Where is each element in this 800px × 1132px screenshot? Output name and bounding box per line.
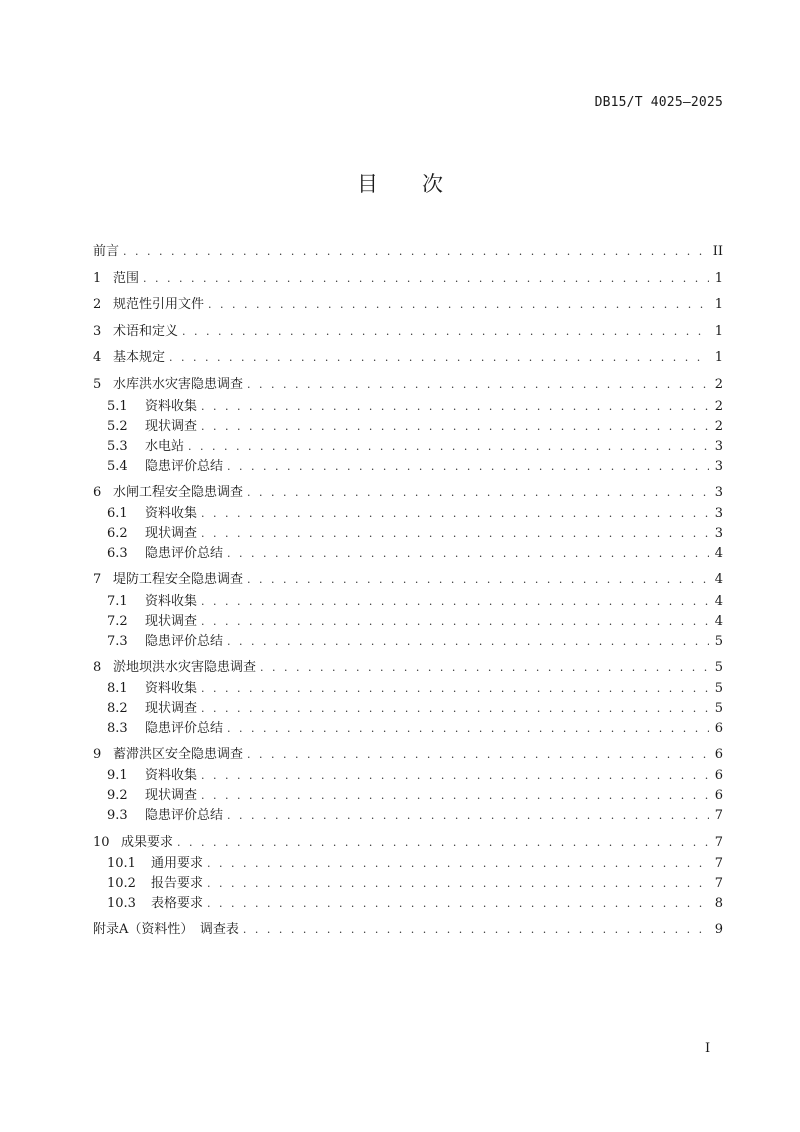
toc-entry-9-1[interactable] <box>107 767 723 785</box>
toc-entry-6-2[interactable] <box>107 525 723 543</box>
toc-entry-label: 堤防工程安全隐患调查 <box>113 572 244 587</box>
toc-entry-7-2[interactable] <box>107 613 723 631</box>
toc-leader <box>201 505 709 523</box>
toc-entry-number: 4 <box>93 350 102 365</box>
toc-entry-label: 资料收集 <box>145 768 198 783</box>
toc-entry-page: 7 <box>714 876 723 891</box>
toc-entry-label: 附录A（资料性） 调查表 <box>93 922 239 937</box>
toc-entry-page: 5 <box>714 681 723 696</box>
toc-leader <box>247 571 709 589</box>
toc-entry-6-1[interactable] <box>107 505 723 523</box>
toc-entry-label: 隐患评价总结 <box>145 634 224 649</box>
toc-entry-label: 水库洪水灾害隐患调查 <box>113 377 244 392</box>
toc-entry-page: 5 <box>714 660 723 675</box>
toc-entry-page: 4 <box>714 572 723 587</box>
toc-entry-10-2[interactable] <box>107 875 723 893</box>
toc-entry-number: 7.2 <box>107 614 128 629</box>
toc-entry-number: 8.3 <box>107 721 128 736</box>
toc-leader <box>182 323 709 341</box>
toc-entry-number: 5.2 <box>107 419 128 434</box>
toc-leader <box>227 458 709 476</box>
toc-leader <box>247 746 709 764</box>
toc-leader <box>247 484 709 502</box>
page-number: I <box>705 1041 711 1056</box>
toc-entry-6[interactable] <box>93 484 723 502</box>
toc-entry-label: 隐患评价总结 <box>145 721 224 736</box>
toc-leader <box>201 700 709 718</box>
toc-leader <box>227 720 709 738</box>
toc-entry-label: 术语和定义 <box>113 324 179 339</box>
toc-entry-label: 隐患评价总结 <box>145 459 224 474</box>
toc-leader <box>247 376 709 394</box>
toc-entry-page: 8 <box>714 896 723 911</box>
toc-entry-page: 9 <box>714 922 723 937</box>
toc-entry-page: 3 <box>714 459 723 474</box>
toc-entry-page: 6 <box>714 747 723 762</box>
toc-leader <box>227 807 709 825</box>
toc-entry-number: 9 <box>93 747 102 762</box>
toc-entry-label: 现状调查 <box>145 788 198 803</box>
document-code: DB15/T 4025—2025 <box>594 95 723 110</box>
toc-entry-label: 规范性引用文件 <box>113 297 205 312</box>
toc-entry-number: 10.2 <box>107 876 136 891</box>
toc-entry-page: 1 <box>714 297 723 312</box>
toc-entry-number: 10.1 <box>107 856 136 871</box>
toc-entry-8-3[interactable] <box>107 720 723 738</box>
toc-entry-label: 蓄滞洪区安全隐患调查 <box>113 747 244 762</box>
toc-entry-page: 7 <box>714 856 723 871</box>
toc-entry-page: 5 <box>714 701 723 716</box>
toc-entry-page: 6 <box>714 721 723 736</box>
toc-entry-page: 7 <box>714 835 723 850</box>
toc-entry-7-1[interactable] <box>107 593 723 611</box>
toc-entry-label: 基本规定 <box>113 350 166 365</box>
toc-entry-page: II <box>712 244 723 259</box>
toc-entry-5-3[interactable] <box>107 438 723 456</box>
toc-leader <box>201 787 709 805</box>
toc-leader <box>188 438 709 456</box>
toc-entry-10-1[interactable] <box>107 855 723 873</box>
toc-entry-5-4[interactable] <box>107 458 723 476</box>
toc-entry-number: 6.1 <box>107 506 128 521</box>
toc-entry-number: 6 <box>93 485 102 500</box>
toc-entry-page: 3 <box>714 526 723 541</box>
toc-entry-3[interactable] <box>93 323 723 341</box>
toc-leader <box>227 633 709 651</box>
toc-entry-number: 10.3 <box>107 896 136 911</box>
toc-entry-1[interactable] <box>93 270 723 288</box>
toc-leader <box>177 834 709 852</box>
toc-entry-page: 6 <box>714 788 723 803</box>
toc-leader <box>201 613 709 631</box>
toc-entry-7[interactable] <box>93 571 723 589</box>
toc-entry-page: 3 <box>714 506 723 521</box>
toc-entry-page: 6 <box>714 768 723 783</box>
toc-entry-page: 2 <box>714 399 723 414</box>
toc-leader <box>207 895 709 913</box>
toc-entry-label: 现状调查 <box>145 526 198 541</box>
toc-entry-number: 7.1 <box>107 594 128 609</box>
toc-entry-5[interactable] <box>93 376 723 394</box>
toc-leader <box>207 855 709 873</box>
toc-entry-8[interactable] <box>93 659 723 677</box>
toc-entry-page: 4 <box>714 546 723 561</box>
toc-entry-6-3[interactable] <box>107 545 723 563</box>
toc-entry-5-1[interactable] <box>107 398 723 416</box>
toc-leader <box>207 875 709 893</box>
toc-entry-foreword[interactable] <box>93 243 723 261</box>
toc-entry-label: 资料收集 <box>145 681 198 696</box>
toc-entry-label: 表格要求 <box>151 896 204 911</box>
toc-entry-label: 淤地坝洪水灾害隐患调查 <box>113 660 257 675</box>
toc-entry-10[interactable] <box>93 834 723 852</box>
toc-leader <box>243 921 709 939</box>
toc-entry-label: 隐患评价总结 <box>145 808 224 823</box>
toc-entry-page: 4 <box>714 594 723 609</box>
toc-entry-label: 水闸工程安全隐患调查 <box>113 485 244 500</box>
toc-leader <box>201 398 709 416</box>
toc-entry-number: 8 <box>93 660 102 675</box>
toc-entry-number: 5 <box>93 377 102 392</box>
toc-leader <box>208 296 709 314</box>
toc-entry-number: 10 <box>93 835 110 850</box>
toc-entry-page: 2 <box>714 377 723 392</box>
toc-entry-page: 7 <box>714 808 723 823</box>
toc-entry-number: 9.2 <box>107 788 128 803</box>
toc-entry-label: 通用要求 <box>151 856 204 871</box>
toc-entry-7-3[interactable] <box>107 633 723 651</box>
toc-entry-8-1[interactable] <box>107 680 723 698</box>
toc-entry-number: 6.3 <box>107 546 128 561</box>
toc-entry-page: 1 <box>714 271 723 286</box>
toc-entry-label: 报告要求 <box>151 876 204 891</box>
toc-entry-number: 8.1 <box>107 681 128 696</box>
toc-entry-number: 2 <box>93 297 102 312</box>
toc-entry-label: 资料收集 <box>145 399 198 414</box>
toc-entry-4[interactable] <box>93 349 723 367</box>
title-char-1: 目 <box>357 172 378 196</box>
toc-entry-page: 1 <box>714 350 723 365</box>
table-of-contents <box>93 0 723 1132</box>
title-char-2: 次 <box>422 172 443 196</box>
toc-entry-label: 范围 <box>113 271 140 286</box>
toc-entry-page: 2 <box>714 419 723 434</box>
toc-entry-9-2[interactable] <box>107 787 723 805</box>
toc-entry-5-2[interactable] <box>107 418 723 436</box>
toc-entry-2[interactable] <box>93 296 723 314</box>
toc-entry-appendix-a[interactable] <box>93 921 723 939</box>
toc-entry-page: 5 <box>714 634 723 649</box>
toc-entry-9[interactable] <box>93 746 723 764</box>
toc-entry-8-2[interactable] <box>107 700 723 718</box>
toc-entry-label: 前言 <box>93 244 120 259</box>
toc-entry-number: 7 <box>93 572 102 587</box>
toc-entry-label: 资料收集 <box>145 506 198 521</box>
toc-leader <box>201 593 709 611</box>
toc-leader <box>227 545 709 563</box>
toc-entry-number: 8.2 <box>107 701 128 716</box>
toc-entry-label: 成果要求 <box>121 835 174 850</box>
toc-entry-label: 现状调查 <box>145 701 198 716</box>
toc-leader <box>143 270 709 288</box>
toc-leader <box>169 349 709 367</box>
toc-entry-page: 4 <box>714 614 723 629</box>
toc-entry-page: 3 <box>714 485 723 500</box>
toc-entry-number: 5.4 <box>107 459 128 474</box>
toc-entry-10-3[interactable] <box>107 895 723 913</box>
toc-entry-label: 隐患评价总结 <box>145 546 224 561</box>
toc-entry-number: 1 <box>93 271 102 286</box>
toc-entry-number: 5.1 <box>107 399 128 414</box>
toc-leader <box>201 525 709 543</box>
toc-leader <box>123 243 709 261</box>
toc-entry-page: 1 <box>714 324 723 339</box>
toc-entry-label: 现状调查 <box>145 419 198 434</box>
toc-entry-label: 水电站 <box>145 439 185 454</box>
toc-entry-number: 6.2 <box>107 526 128 541</box>
toc-entry-label: 现状调查 <box>145 614 198 629</box>
toc-leader <box>201 418 709 436</box>
toc-entry-number: 3 <box>93 324 102 339</box>
toc-entry-9-3[interactable] <box>107 807 723 825</box>
toc-entry-number: 5.3 <box>107 439 128 454</box>
toc-entry-number: 9.1 <box>107 768 128 783</box>
toc-entry-number: 9.3 <box>107 808 128 823</box>
toc-entry-number: 7.3 <box>107 634 128 649</box>
toc-leader <box>260 659 709 677</box>
toc-leader <box>201 767 709 785</box>
toc-entry-label: 资料收集 <box>145 594 198 609</box>
toc-entry-page: 3 <box>714 439 723 454</box>
toc-leader <box>201 680 709 698</box>
